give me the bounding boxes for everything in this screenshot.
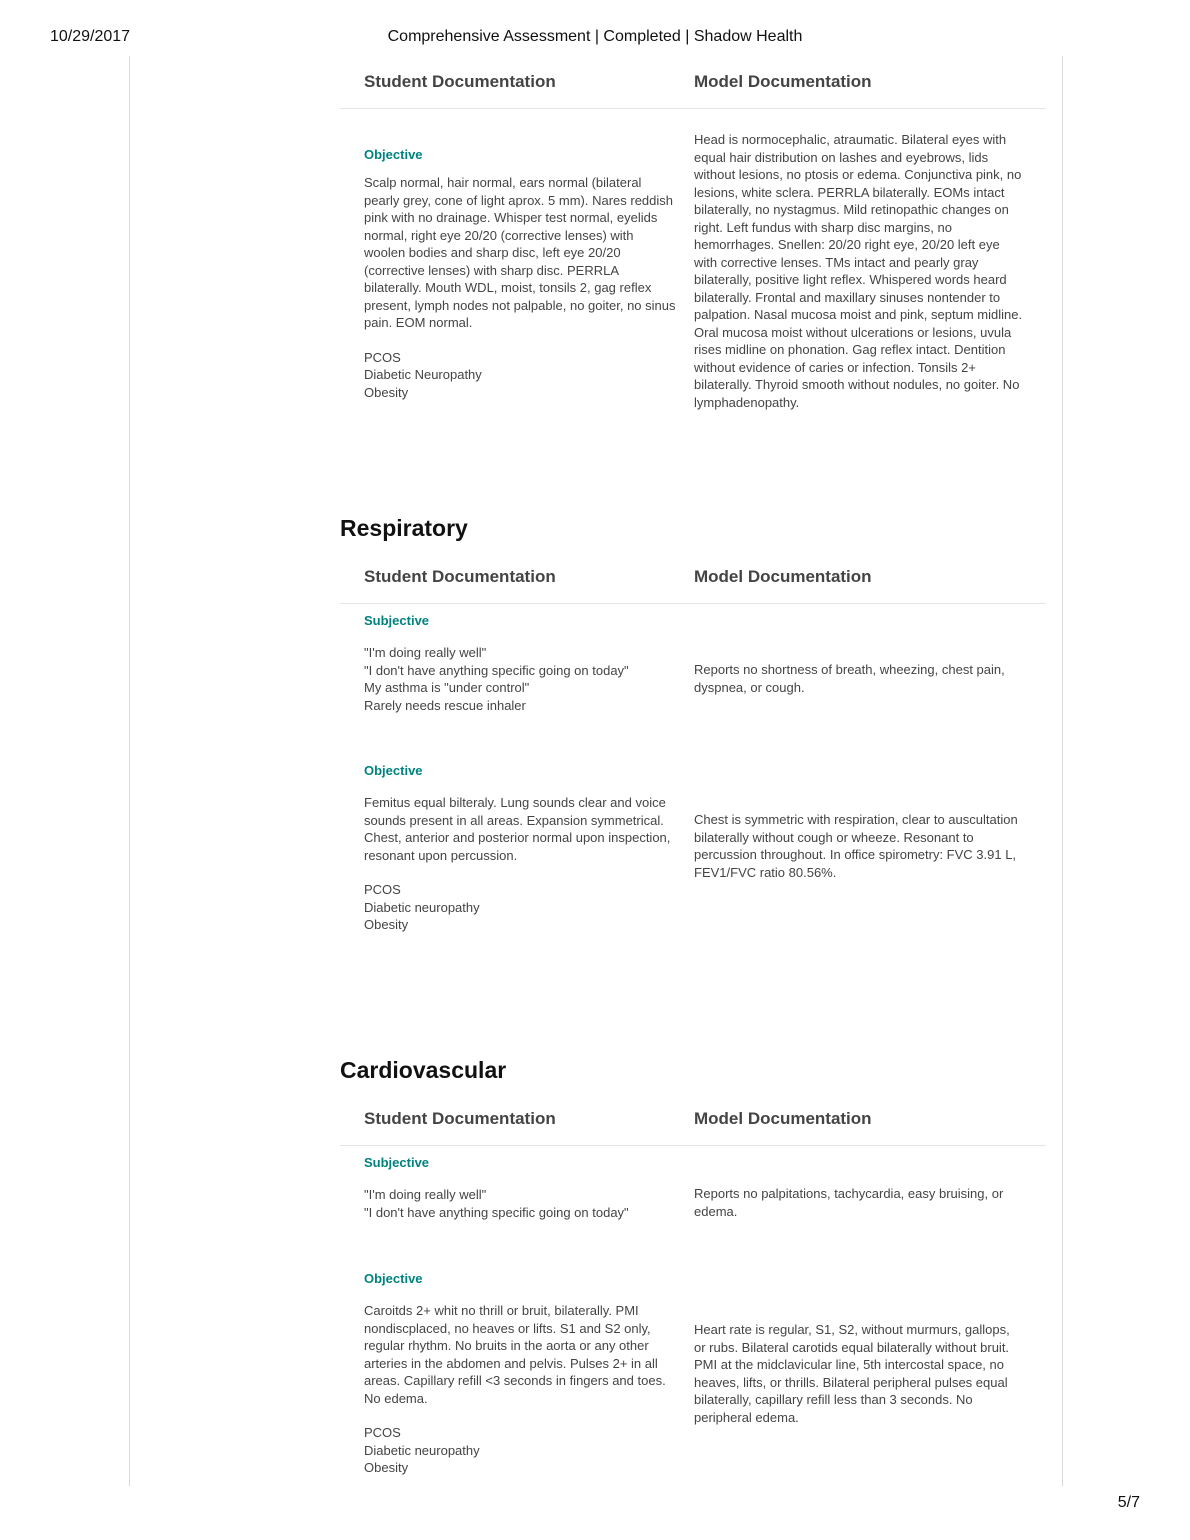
- document-content: [340, 56, 1046, 1511]
- cardiovascular-subjective-row: [340, 1155, 1046, 1271]
- condition-item: Diabetic neuropathy: [364, 899, 480, 915]
- subjective-label: Subjective: [364, 613, 430, 628]
- condition-item: PCOS: [364, 882, 401, 897]
- respiratory-column-header: [340, 551, 1046, 604]
- objective-label: Objective: [364, 1271, 423, 1286]
- condition-item: PCOS: [364, 349, 401, 365]
- condition-item: Obesity: [364, 1460, 409, 1475]
- condition-item: Obesity: [364, 917, 409, 932]
- model-objective-text: Head is normocephalic, atraumatic. Bilateral eyes with equal hair distribution on lashes and eyebrows, lids without lesions, no ptosis or edema. Conjunctiva pink, no lesions, white sclera. PERRLA bilaterally. EOMs intact bilaterally, no nystagmus. Mild retinopathic changes on right. Left fundus with sharp disc margins, no hemorrhages. Snellen: 20/20 right eye, 20/20 left eye with corrective lenses. TMs intact and pearly gray bilaterally, positive light reflex. Whispered words heard bilaterally. Frontal and maxillary sinuses nontender to palpation. Nasal mucosa moist and pink, septum midline. Oral mucosa moist without ulcerations or lesions, uvula rises midline on phonation. Gag reflex intact. Dentition without evidence of caries or infection. Tonsils 2+ bilaterally. Thyroid smooth without nodules, no goiter. No lymphadenopathy.: [694, 132, 1023, 410]
- student-objective-text: Caroitds 2+ whit no thrill or bruit, bilaterally. PMI nondiscplaced, no heaves or lifts. S1 and S2 only, regular rhythm. No bruits in the aorta or any other arteries in the abdomen and pelvis. Pulses 2+ in all areas. Capillary refill <3 seconds in fingers and toes. No edema.: [364, 1303, 666, 1406]
- print-date: 10/29/2017: [50, 28, 131, 45]
- cardiovascular-objective-row: [340, 1271, 1046, 1511]
- respiratory-subjective-row: [340, 613, 1046, 763]
- condition-item: Diabetic Neuropathy: [364, 367, 482, 382]
- model-objective-text: Chest is symmetric with respiration, clear to auscultation bilaterally without cough or wheeze. Resonant to percussion throughout. In office spirometry: FVC 3.91 L, FEV1/FVC ratio 80.56%.: [694, 812, 1018, 880]
- model-objective-text: Heart rate is regular, S1, S2, without murmurs, gallops, or rubs. Bilateral carotids equal bilaterally without bruit. PMI at the midclavicular line, 5th intercostal space, no heaves, lifts, or thrills. Bilateral peripheral pulses equal bilaterally, capillary refill less than 3 seconds. No peripheral edema.: [694, 1322, 1010, 1425]
- condition-list: [364, 349, 678, 402]
- condition-item: PCOS: [364, 1425, 401, 1440]
- respiratory-objective-row: [340, 763, 1046, 1003]
- print-title: Comprehensive Assessment | Completed | Shadow Health: [387, 28, 803, 45]
- condition-list: [364, 881, 678, 934]
- section-title-cardiovascular: Cardiovascular: [340, 1057, 507, 1083]
- student-subjective-text: "I'm doing really well" "I don't have anything specific going on today": [364, 1187, 629, 1220]
- student-objective-text: Femitus equal bilteraly. Lung sounds clear and voice sounds present in all areas. Expansion symmetrical. Chest, anterior and posterior normal upon inspection, resonant upon percussion.: [364, 795, 671, 863]
- model-doc-heading: Model Documentation: [694, 1109, 872, 1128]
- model-doc-heading: Model Documentation: [694, 72, 872, 91]
- cardiovascular-column-header: [340, 1093, 1046, 1146]
- page-number: 5/7: [1117, 1494, 1140, 1511]
- model-doc-heading: Model Documentation: [694, 567, 872, 586]
- left-border: [129, 56, 130, 1486]
- section-title-respiratory: Respiratory: [340, 515, 468, 541]
- condition-item: Obesity: [364, 384, 409, 400]
- model-subjective-text: Reports no shortness of breath, wheezing, chest pain, dyspnea, or cough.: [694, 662, 1005, 695]
- student-doc-heading: Student Documentation: [364, 567, 556, 586]
- right-border: [1062, 56, 1063, 1486]
- student-doc-heading: Student Documentation: [364, 1109, 556, 1128]
- student-doc-heading: Student Documentation: [364, 72, 556, 91]
- objective-label: Objective: [364, 763, 423, 778]
- student-subjective-text: "I'm doing really well" "I don't have anything specific going on today" My asthma is "under control" Rarely needs rescue inhaler: [364, 645, 629, 713]
- subjective-label: Subjective: [364, 1155, 430, 1170]
- condition-list: [364, 1424, 678, 1477]
- condition-item: Diabetic neuropathy: [364, 1442, 480, 1458]
- student-objective-text: Scalp normal, hair normal, ears normal (bilateral pearly grey, cone of light aprox. 5 mm). Nares reddish pink with no drainage. Whisper test normal, eyelids normal, right eye 20/20 (corrective lenses) with woolen bodies and sharp disc, left eye 20/20 (corrective lenses) with sharp disc. PERRLA bilaterally. Mouth WDL, moist, tonsils 2, gag reflex present, lymph nodes not palpable, no goiter, no sinus pain. EOM normal.: [364, 175, 676, 330]
- heent-column-header: [340, 56, 1046, 109]
- model-subjective-text: Reports no palpitations, tachycardia, easy bruising, or edema.: [694, 1186, 1004, 1219]
- heent-objective-row: [340, 131, 1046, 461]
- objective-label: Objective: [364, 147, 423, 162]
